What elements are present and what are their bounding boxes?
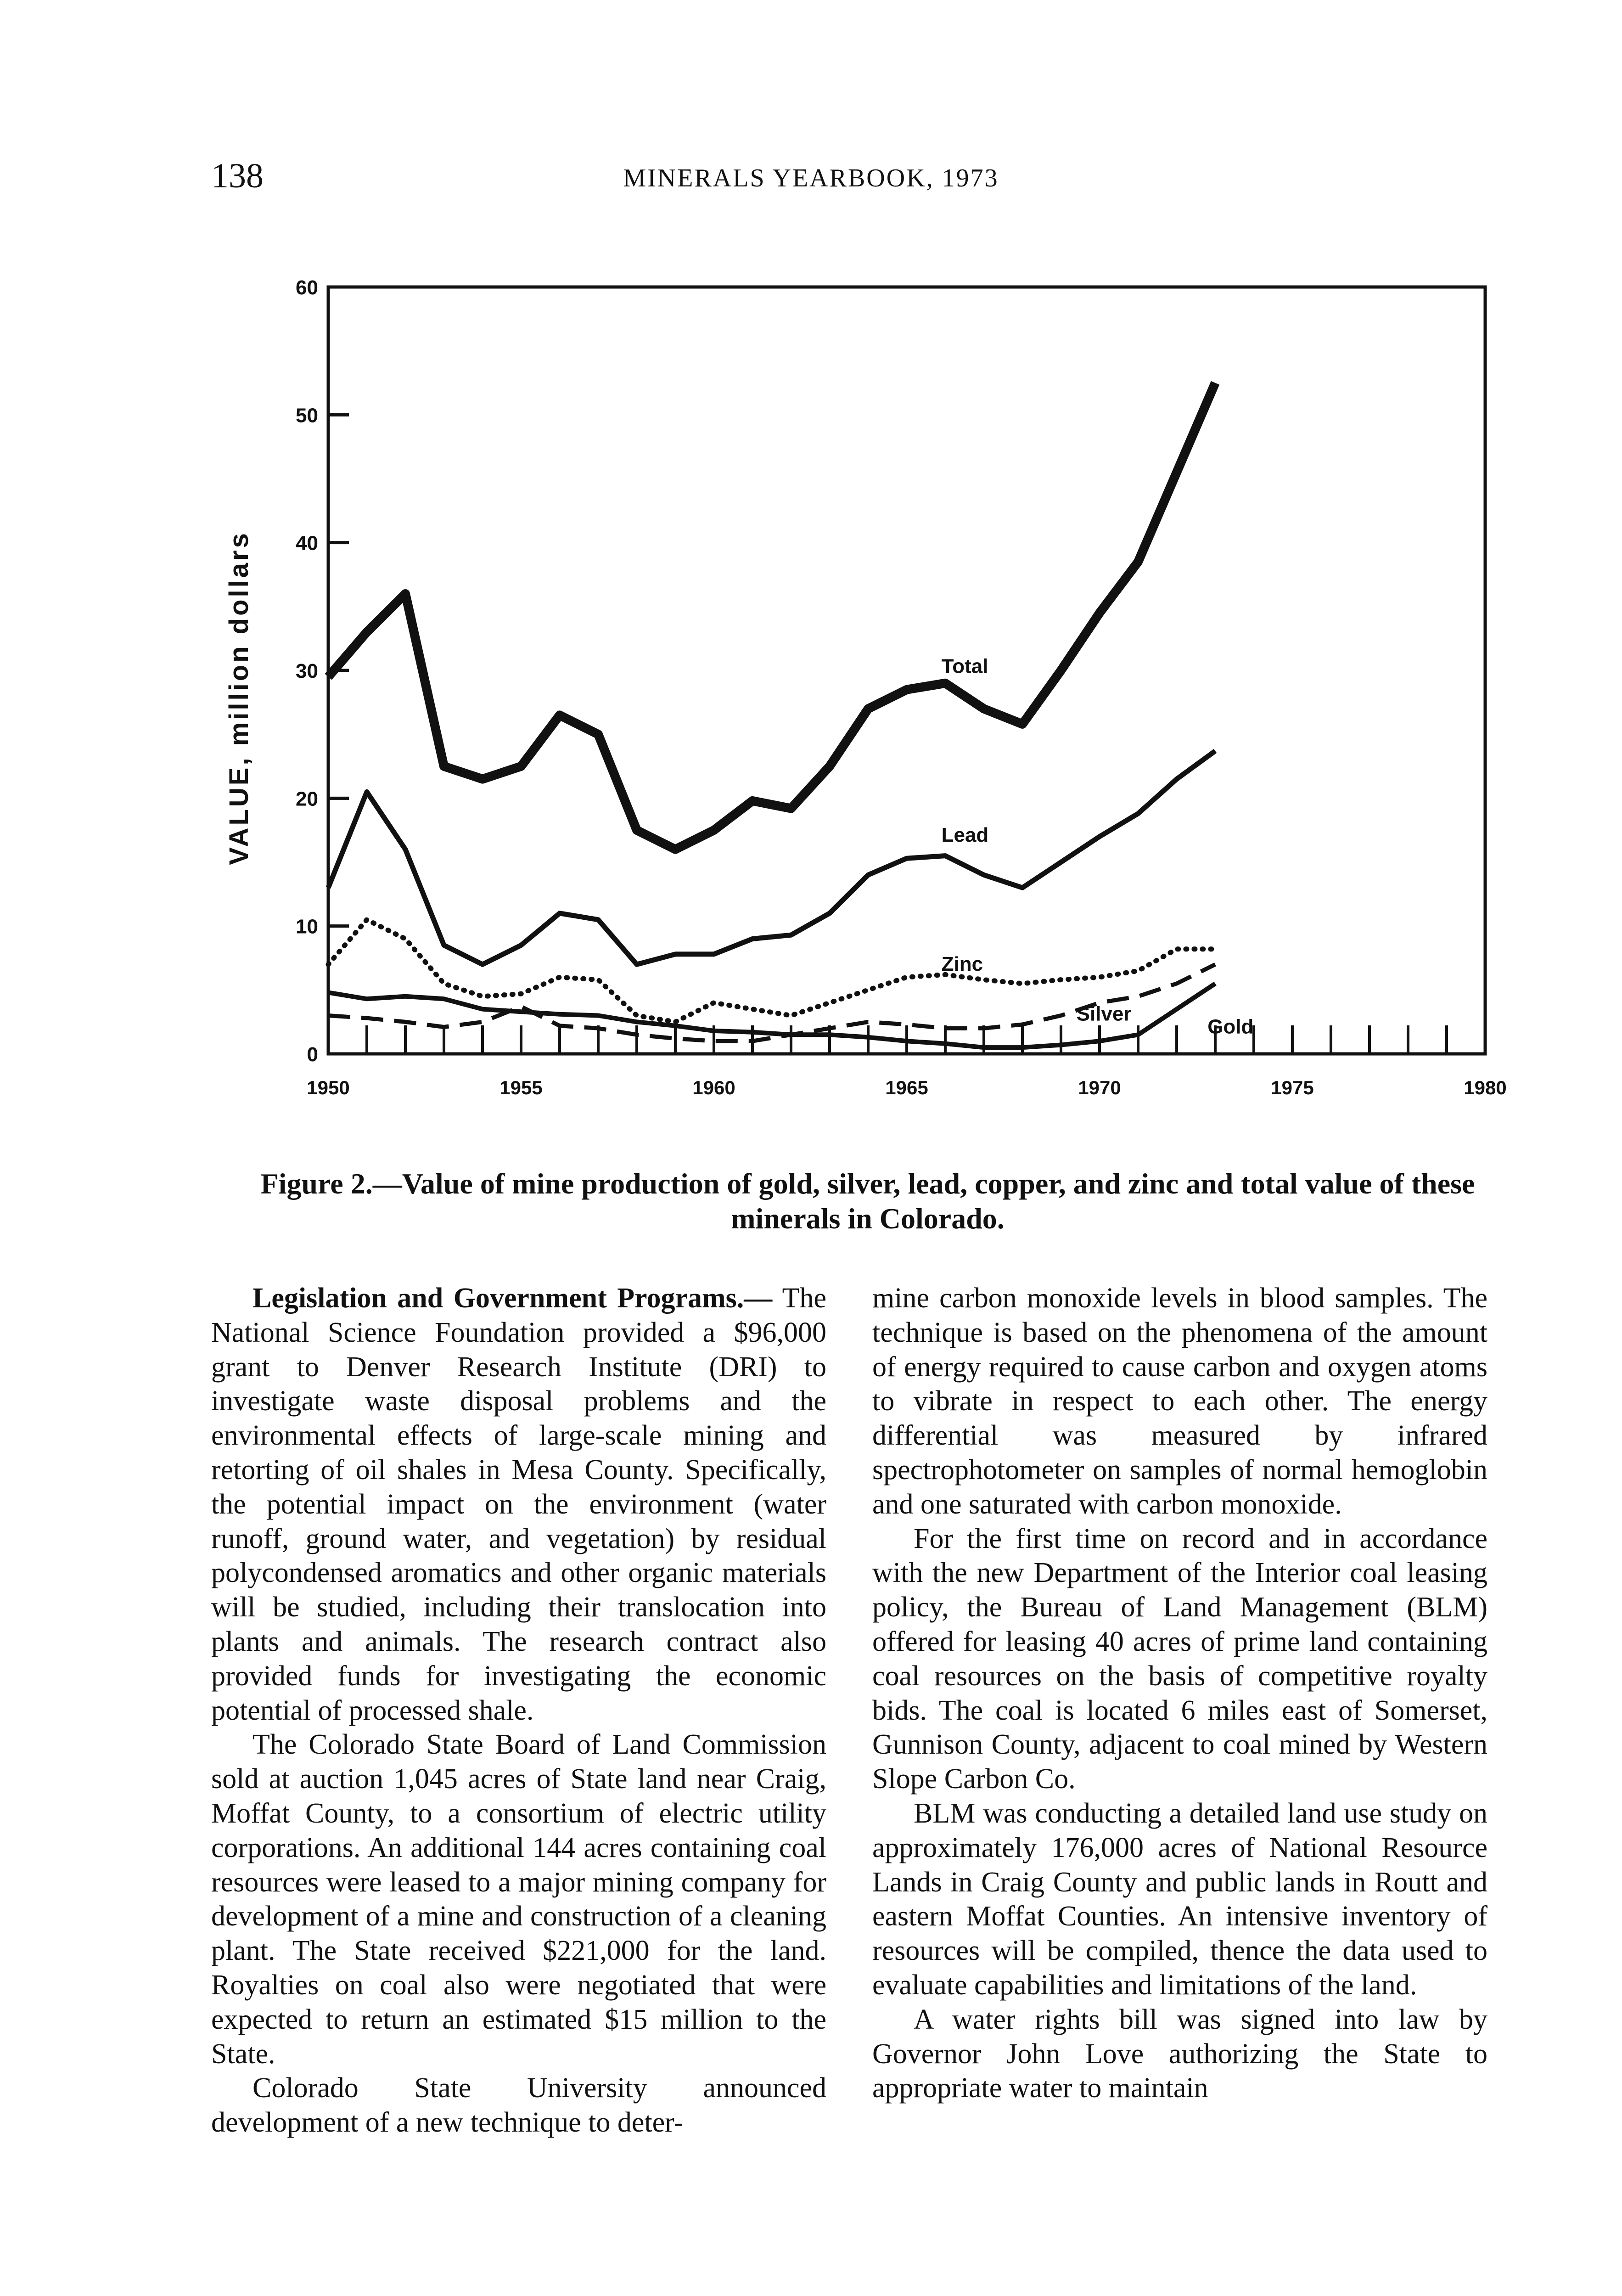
paragraph-land-use-study: BLM was conducting a detailed land use study on approximately 176,000 acres of National Resource Lands in Craig County and public lands in Routt and eastern Moffat Counties. An intensive inventory of resources will be compiled, thence the data used to evaluate capabilities and limitations of the land. [872,1797,1487,2001]
y-tick-label: 20 [296,788,318,810]
paragraph-legislation [211,1281,826,1728]
y-tick-label: 0 [307,1043,318,1066]
y-tick-label: 40 [296,532,318,555]
page-number: 138 [211,157,264,195]
x-tick-label: 1980 [1464,1077,1507,1098]
paragraph-csu: Colorado State University announced development of a new technique to deter- [211,2072,826,2138]
left-column [211,1281,826,2140]
right-column [872,1281,1487,2105]
running-title: MINERALS YEARBOOK, 1973 [623,164,999,192]
mine-production-chart [202,262,1556,1125]
x-tick-label: 1975 [1271,1077,1314,1098]
y-tick-label: 30 [296,660,318,682]
x-tick-label: 1965 [885,1077,928,1098]
series-line-lead [328,751,1215,964]
paragraph-blm-leasing: For the first time on record and in accordance with the new Department of the Interior coal leasing policy, the Bureau of Land Management (BLM) offered for leasing 40 acres of prime land containing coal resources on the basis of competitive royalty bids. The coal is located 6 miles east of Somerset, Gunnison County, adjacent to coal mined by Western Slope Carbon Co. [872,1523,1487,1795]
y-tick-label: 60 [296,276,318,299]
figure-caption: Figure 2.—Value of mine production of gold, silver, lead, copper, and zinc and total value of these minerals in Colorado. [260,1167,1475,1235]
series-label-total: Total [941,655,988,678]
paragraph-text: The National Science Foundation provided a $96,000 grant to Denver Research Institute (DRI) to investigate waste disposal problems and the environmental effects of large-scale mining and retorting of oil shales in Mesa County. Specifically, the potential impact on the environment (water runoff, ground water, and vegetation) by residual polycondensed aromatics and other organic materials will be studied, including their translocation into plants and animals. The research contract also provided funds for investigating the economic potential of processed shale. [211,1283,826,1726]
y-axis-label: VALUE, million dollars [224,531,254,865]
y-tick-label: 50 [296,404,318,427]
x-tick-label: 1970 [1078,1077,1121,1098]
paragraph-land-board: The Colorado State Board of Land Commission sold at auction 1,045 acres of State land near Craig, Moffat County, to a consortium of electric utility corporations. An additional 144 acres containing coal resources were leased to a major mining company for development of a mine and construction of a cleaning plant. The State received $221,000 for the land. Royalties on coal also were negotiated that were expected to return an estimated $15 million to the State. [211,1729,826,2070]
series-line-total [328,383,1215,850]
page-header [0,156,1622,211]
paragraph-water-rights: A water rights bill was signed into law by Governor John Love authorizing the State to appropriate water to maintain [872,2003,1487,2104]
x-tick-label: 1955 [500,1077,543,1098]
y-tick-label: 10 [296,915,318,938]
section-heading: Legislation and Government Programs.— [253,1283,773,1314]
series-label-zinc: Zinc [941,953,983,976]
x-tick-label: 1960 [692,1077,735,1098]
x-tick-label: 1950 [307,1077,350,1098]
series-label-silver: Silver [1076,1002,1132,1025]
series-label-gold: Gold [1207,1015,1254,1038]
series-label-lead: Lead [941,823,989,846]
paragraph-continued: mine carbon monoxide levels in blood samples. The technique is based on the phenomena of the amount of energy required to cause carbon and oxygen atoms to vibrate in respect to each other. The energy differential was measured by infrared spectrophotometer on samples of normal hemoglobin and one saturated with carbon monoxide. [872,1283,1487,1520]
plot-frame [328,287,1485,1054]
